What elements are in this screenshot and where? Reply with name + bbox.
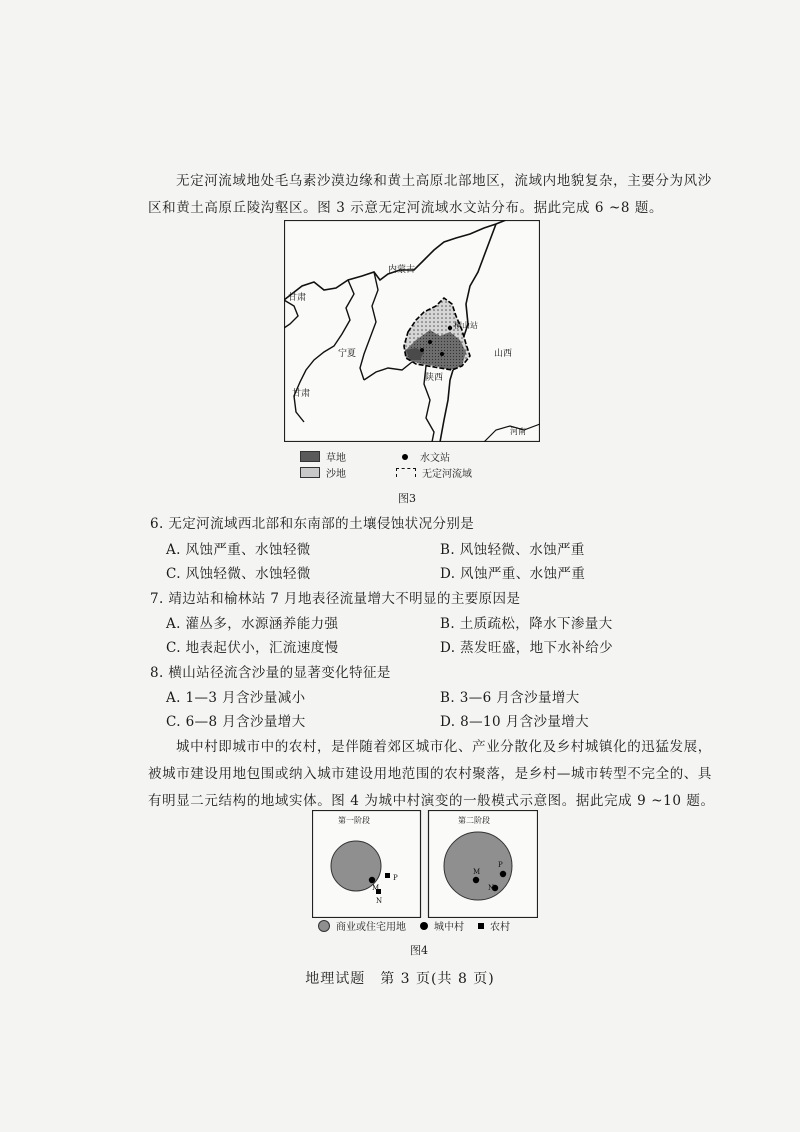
basin-line-icon <box>396 468 416 477</box>
question-7-option-a: A. 灌丛多，水源涵养能力强 <box>166 616 339 632</box>
question-8-option-a: A. 1—3 月含沙量减小 <box>166 690 306 706</box>
stage-1-title: 第一阶段 <box>338 816 370 825</box>
urban-village-dot-icon <box>420 922 428 930</box>
stage-1-label-m: M <box>372 884 380 892</box>
station-3 <box>420 348 424 352</box>
question-8-stem: 8. 横山站径流含沙量的显著变化特征是 <box>150 665 391 681</box>
legend-station-label: 水文站 <box>420 453 450 464</box>
legend-sandland-label: 沙地 <box>326 469 346 480</box>
stage-1-label-n: N <box>376 897 383 905</box>
sandland-swatch <box>300 467 320 478</box>
figure-4-diagram <box>312 810 538 918</box>
page-footer: 地理试题 第 3 页(共 8 页) <box>305 971 495 987</box>
question-6-option-a: A. 风蚀严重、水蚀轻微 <box>166 542 311 558</box>
stage-1-urban-village-m <box>369 877 375 883</box>
question-6-option-d: D. 风蚀严重、水蚀严重 <box>440 566 586 582</box>
question-8-option-c: C. 6—8 月含沙量增大 <box>166 714 306 730</box>
label-gansu-bottom: 甘肃 <box>292 389 311 399</box>
question-8-option-d: D. 8—10 月含沙量增大 <box>440 714 590 730</box>
legend-village <box>478 918 510 933</box>
label-neimenggu: 内蒙古 <box>388 265 416 275</box>
station-4 <box>440 352 444 356</box>
figure-4-caption: 图4 <box>410 944 428 957</box>
legend-grassland-label: 草地 <box>326 453 346 464</box>
passage-2-text: 城中村即城市中的农村，是伴随着郊区城市化、产业分散化及乡村城镇化的迅猛发展，被城市建设用地包围或纳入城市建设用地范围的农村聚落，是乡村—城市转型不完全的、具有明显二元结构的地域实体。图 4 为城中村演变的一般模式示意图。据此完成 9 ~10 题。 <box>148 739 715 809</box>
stage-2-label-n: N <box>488 884 495 892</box>
stage-2-title: 第二阶段 <box>458 816 490 825</box>
legend-grassland <box>300 449 346 464</box>
grassland-swatch <box>300 451 320 462</box>
question-6-option-c: C. 风蚀轻微、水蚀轻微 <box>166 566 311 582</box>
label-gansu-top: 甘肃 <box>288 293 307 303</box>
question-7-option-d: D. 蒸发旺盛，地下水补给少 <box>440 640 614 656</box>
legend-station <box>396 449 450 464</box>
stage-1-village-p <box>385 873 390 878</box>
legend-basin <box>396 465 472 480</box>
commercial-swatch <box>318 920 330 932</box>
village-square-icon <box>478 923 484 929</box>
question-6-stem: 6. 无定河流域西北部和东南部的土壤侵蚀状况分别是 <box>150 516 475 532</box>
label-ningxia: 宁夏 <box>338 349 357 359</box>
question-6-option-b: B. 风蚀轻微、水蚀严重 <box>440 542 585 558</box>
question-7-option-b: B. 土质疏松，降水下渗量大 <box>440 616 613 632</box>
legend-basin-label: 无定河流域 <box>422 469 472 480</box>
stage-1-label-p: P <box>393 874 398 882</box>
station-hengshan <box>448 326 452 330</box>
question-7-option-c: C. 地表起伏小，汇流速度慢 <box>166 640 339 656</box>
figure-3-caption: 图3 <box>398 492 416 505</box>
label-shaanxi: 陕西 <box>425 373 444 383</box>
station-2 <box>428 340 432 344</box>
legend-commercial-label: 商业或住宅用地 <box>336 922 406 933</box>
stage-2-label-p: P <box>498 861 503 869</box>
label-shanxi: 山西 <box>494 349 513 359</box>
stage-2-urban-village-m <box>473 877 479 883</box>
label-station: 横山站 <box>454 321 478 330</box>
passage-1-text: 无定河流域地处毛乌素沙漠边缘和黄土高原北部地区，流域内地貌复杂，主要分为风沙区和黄土高原丘陵沟壑区。图 3 示意无定河流域水文站分布。据此完成 6 ~8 题。 <box>148 173 712 216</box>
passage-1 <box>148 168 718 222</box>
legend-commercial <box>318 918 406 933</box>
legend-urban-village-label: 城中村 <box>434 922 464 933</box>
stage-2-label-m: M <box>473 868 481 876</box>
station-dot-icon <box>402 454 408 460</box>
figure-3-map <box>284 220 540 442</box>
label-henan: 河南 <box>510 427 526 436</box>
question-7-stem: 7. 靖边站和榆林站 7 月地表径流量增大不明显的主要原因是 <box>150 591 521 607</box>
passage-2 <box>148 734 718 815</box>
stage-2-urban-village-p <box>500 871 506 877</box>
legend-sandland <box>300 465 346 480</box>
legend-village-label: 农村 <box>490 922 510 933</box>
question-8-option-b: B. 3—6 月含沙量增大 <box>440 690 580 706</box>
legend-urban-village <box>420 918 464 933</box>
